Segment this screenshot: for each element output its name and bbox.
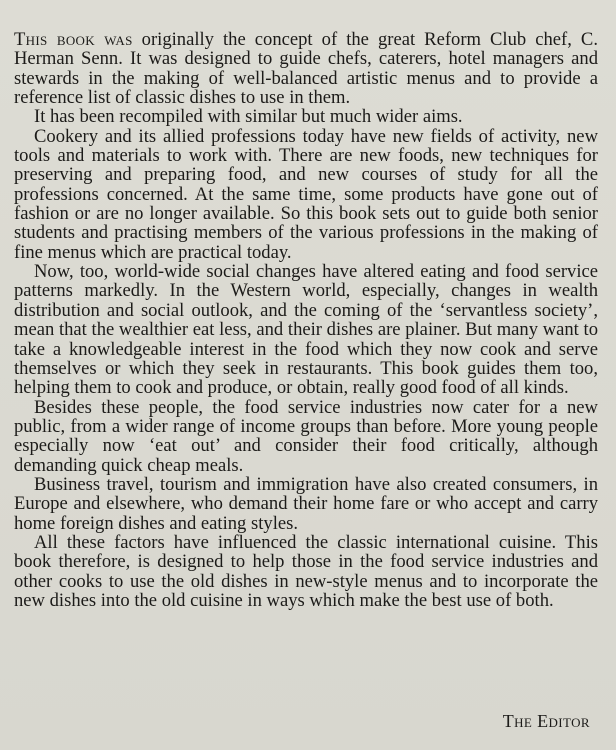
paragraph-1-text: originally the concept of the great Reform Club chef, C. Herman Senn. It was designed to guide chefs, caterers, hotel managers and stewards in the making of well-balanced artistic menus and to provide a reference list of classic dishes to use in them. xyxy=(14,29,598,109)
opening-smallcaps: This book was xyxy=(14,29,133,50)
preface-text xyxy=(14,30,598,610)
paragraph-4: Now, too, world-wide social changes have altered eating and food service patterns markedly. In the Western world, especially, changes in wealth distribution and social outlook, and the coming of the ‘servantless society’, mean that the wealthier eat less, and their dishes are plainer. But many want to take a knowledgeable interest in the food which they now cook and serve themselves or which they seek in restaurants. This book guides them too, helping them to cook and produce, or obtain, really good food of all kinds. xyxy=(14,261,598,399)
paragraph-7: All these factors have influenced the classic international cuisine. This book therefore, is designed to help those in the food service industries and other cooks to use the old dishes in new-style menus and to incorporate the new dishes into the old cuisine in ways which make the best use of both. xyxy=(14,531,598,611)
paragraph-1 xyxy=(14,30,598,107)
paragraph-3: Cookery and its allied professions today have new fields of activity, new tools and materials to work with. There are new foods, new techniques for preserving and preparing food, and new courses of study for all the professions concerned. At the same time, some products have gone out of fashion or are no longer available. So this book sets out to guide both senior students and practising members of the various professions in the making of fine menus which are practical today. xyxy=(14,125,598,263)
paragraph-2: It has been recompiled with similar but much wider aims. xyxy=(34,106,463,128)
paragraph-6: Business travel, tourism and immigration have also created consumers, in Europe and elsewhere, who demand their home fare or who accept and carry home foreign dishes and eating styles. xyxy=(14,473,598,534)
editor-signature: The Editor xyxy=(502,711,590,731)
paragraph-5: Besides these people, the food service industries now cater for a new public, from a wider range of income groups than before. More young people especially now ‘eat out’ and consider their food critically, although demanding quick cheap meals. xyxy=(14,396,598,476)
